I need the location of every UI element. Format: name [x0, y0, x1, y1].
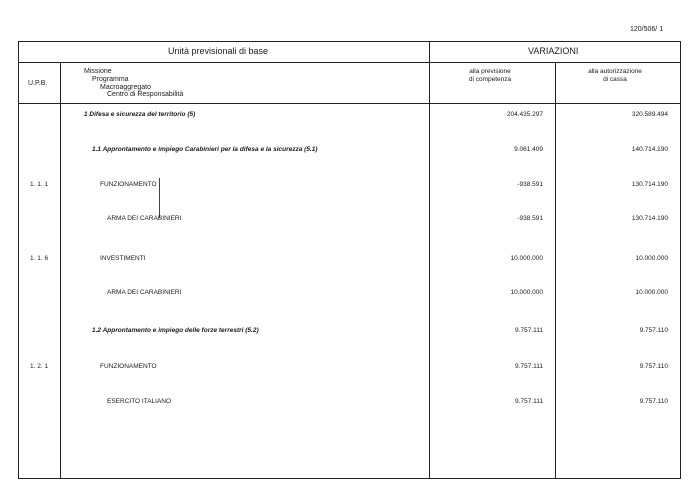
- macroaggregate-row-label: INVESTIMENTI: [100, 255, 146, 262]
- missione-heading: Missione: [84, 68, 112, 75]
- centro-heading: Centro di Responsabilità: [107, 91, 184, 98]
- upb-column-divider: [60, 62, 61, 479]
- macroaggregate-row-competenza: 9.757.111: [515, 363, 543, 370]
- upb-code: 1. 2. 1: [30, 363, 49, 370]
- program-row-competenza: 9.757.111: [515, 327, 543, 334]
- competenza-heading: [450, 68, 530, 84]
- cassa-column-divider: [555, 62, 556, 479]
- centre-row-competenza: 9.757.111: [515, 398, 543, 405]
- page-number: 120/506/ 1: [630, 26, 664, 33]
- program-row-cassa: 140.714.190: [631, 146, 668, 153]
- base-units-heading: Unità previsionali di base: [168, 46, 269, 56]
- mission-row-competenza: 204.435.297: [506, 111, 543, 118]
- macroaggregate-row-cassa: 10.000.000: [635, 255, 668, 262]
- centre-row-label: ARMA DEI CARABINIERI: [107, 289, 182, 296]
- subheader-divider: [18, 103, 681, 104]
- mission-row-cassa: 320.589.494: [631, 111, 668, 118]
- variazioni-heading: VARIAZIONI: [528, 46, 579, 56]
- macroaggregate-row-label: FUNZIONAMENTO: [100, 363, 157, 370]
- competenza-heading-line1: alla previsione: [469, 68, 511, 75]
- cassa-heading: [575, 68, 655, 84]
- program-row-label: 1.2 Approntamento e impiego delle forze terrestri (5.2): [92, 327, 259, 334]
- macroaggregate-row-cassa: 130.714.190: [631, 181, 668, 188]
- centre-row-competenza: -938.591: [517, 215, 543, 222]
- macroaggregato-heading: Macroaggregato: [100, 84, 151, 91]
- centre-row-cassa: 9.757.110: [639, 398, 668, 405]
- cassa-heading-line1: alla autorizzazione: [588, 68, 642, 75]
- macroaggregate-row-cassa: 9.757.110: [639, 363, 668, 370]
- macroaggregate-row-label: FUNZIONAMENTO: [100, 181, 157, 188]
- competenza-heading-line2: di competenza: [468, 76, 512, 83]
- upb-code: 1. 1. 6: [30, 255, 49, 262]
- programma-heading: Programma: [92, 76, 129, 83]
- centre-row-label: ARMA DEI CARABINIERI: [107, 215, 182, 222]
- centre-row-cassa: 10.000.000: [635, 289, 668, 296]
- program-row-competenza: 9.061.409: [514, 146, 543, 153]
- program-row-label: 1.1 Approntamento e impiego Carabinieri per la difesa e la sicurezza (5.1): [92, 146, 318, 153]
- centre-row-cassa: 130.714.190: [631, 215, 668, 222]
- upb-heading: U.P.B.: [28, 80, 48, 87]
- centre-row-competenza: 10.000.000: [510, 289, 543, 296]
- upb-code: 1. 1. 1: [30, 181, 49, 188]
- tree-connector: [159, 178, 160, 218]
- macroaggregate-row-competenza: 10.000.000: [510, 255, 543, 262]
- macroaggregate-row-competenza: -938.591: [517, 181, 543, 188]
- mission-row-label: 1 Difesa e sicurezza del territorio (5): [84, 111, 196, 118]
- header-divider: [18, 62, 681, 63]
- cassa-heading-line2: di cassa: [603, 76, 627, 83]
- variazioni-divider: [429, 41, 430, 479]
- program-row-cassa: 9.757.110: [639, 327, 668, 334]
- centre-row-label: ESERCITO ITALIANO: [107, 398, 172, 405]
